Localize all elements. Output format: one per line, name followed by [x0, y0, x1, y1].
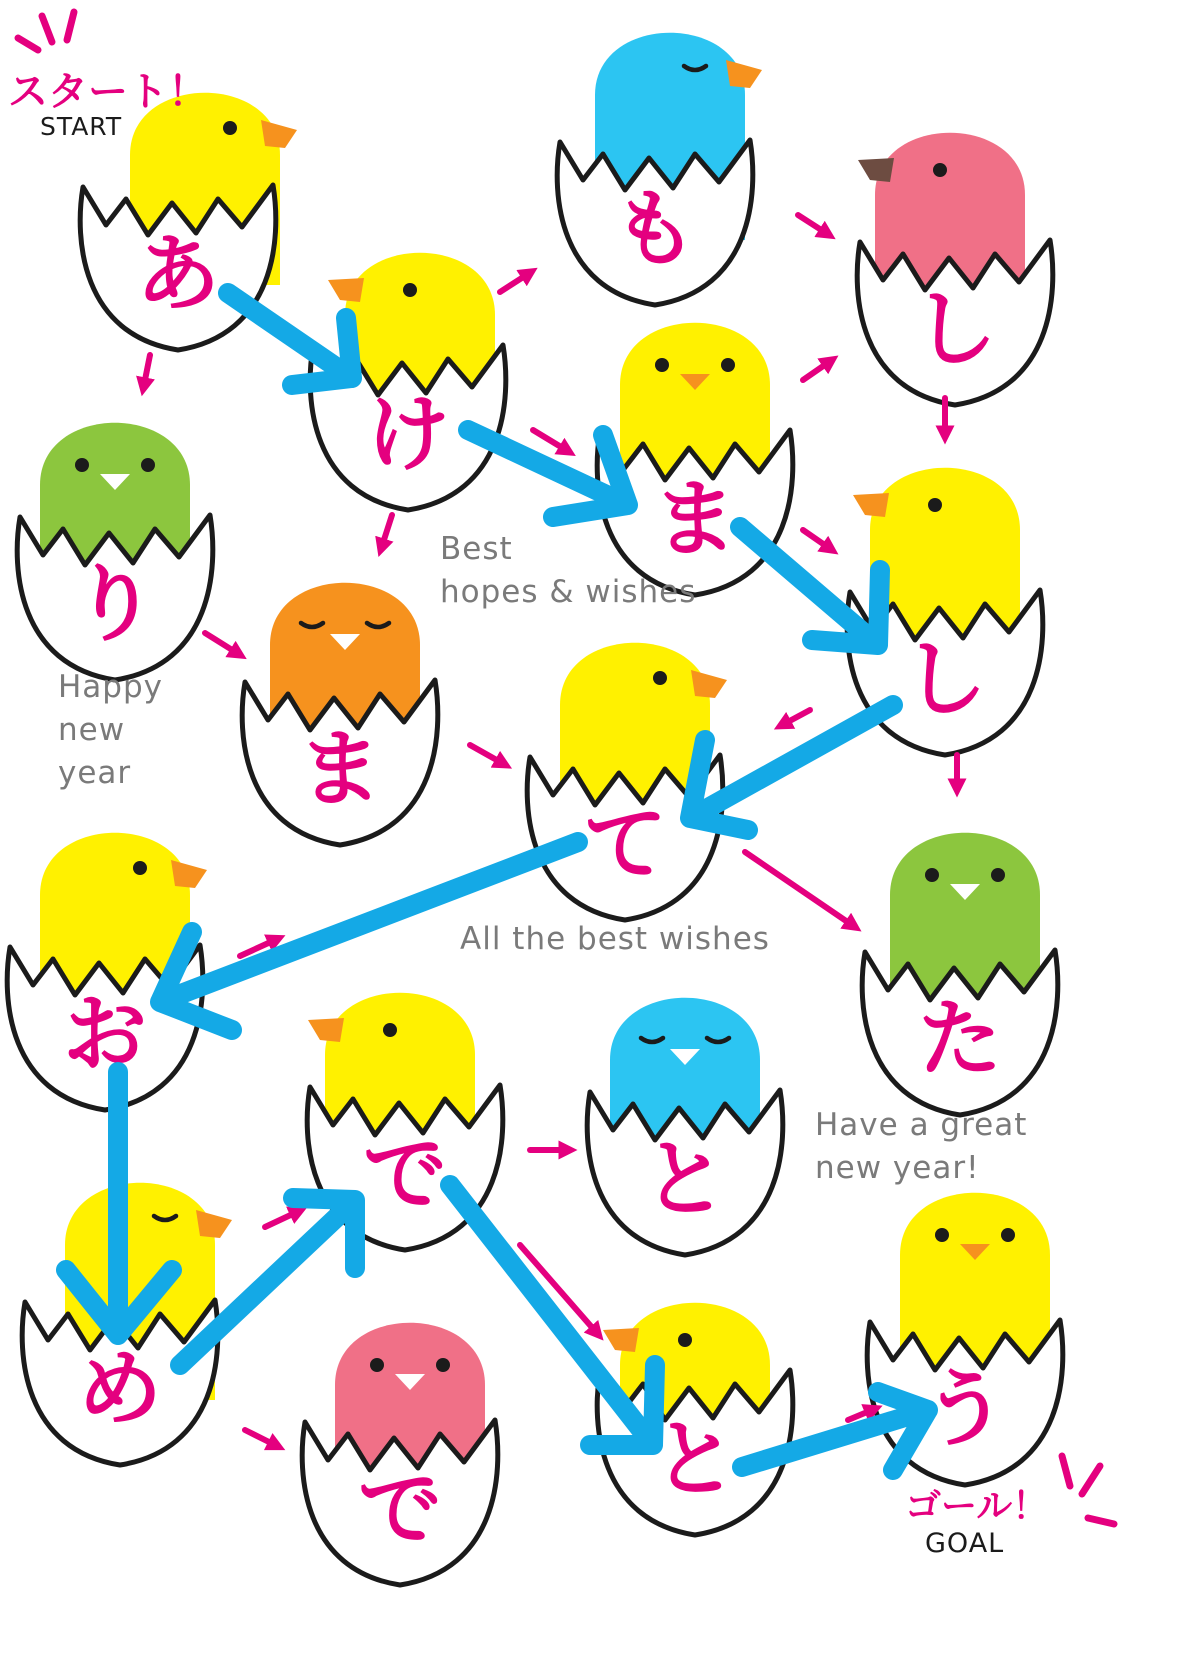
eye-icon: [935, 1228, 949, 1242]
eye-icon: [133, 861, 147, 875]
message-line: Best: [440, 531, 513, 567]
start-burst-icon: [18, 12, 74, 50]
egg-letter: で: [357, 1460, 443, 1558]
message-line: Have a great: [815, 1107, 1028, 1143]
hint-arrow: [144, 355, 150, 385]
egg-letter: り: [72, 555, 158, 653]
hint-arrow: [245, 1430, 275, 1445]
goal-label-en: GOAL: [925, 1528, 1005, 1559]
message-great-new-year: [815, 1104, 1027, 1190]
egg-letter: た: [917, 990, 1003, 1088]
beak-icon: [308, 1018, 344, 1042]
egg-letter: け: [365, 385, 451, 483]
message-line: hopes & wishes: [440, 574, 697, 610]
eye-icon: [928, 498, 942, 512]
egg-letter: あ: [135, 225, 221, 323]
eye-icon: [991, 868, 1005, 882]
solution-arrow-1: [228, 293, 352, 385]
eye-icon: [436, 1358, 450, 1372]
eye-icon: [655, 358, 669, 372]
egg-letter: う: [922, 1360, 1008, 1458]
eye-icon: [933, 163, 947, 177]
egg-letter: も: [612, 180, 698, 278]
chick-egg-3: [557, 33, 762, 305]
chick-egg-7: [242, 583, 438, 845]
chick-egg-4: [857, 133, 1053, 405]
eye-icon: [653, 671, 667, 685]
message-line: year: [58, 755, 132, 791]
hint-arrow: [533, 430, 566, 450]
hint-arrow: [803, 530, 829, 548]
chick-egg-10: [862, 833, 1058, 1115]
eye-icon: [925, 868, 939, 882]
beak-icon: [603, 1328, 639, 1352]
chick-egg-15: [302, 1323, 498, 1585]
egg-letter: て: [582, 795, 668, 893]
egg-letter: ま: [652, 470, 738, 568]
chick-eggs: [7, 33, 1063, 1585]
chick-egg-13: [587, 998, 783, 1255]
message-best-hopes: [440, 528, 696, 614]
beak-icon: [261, 120, 297, 148]
egg-letter: し: [902, 630, 988, 728]
hint-arrow: [745, 852, 852, 925]
eye-icon: [75, 458, 89, 472]
eye-icon: [223, 121, 237, 135]
eye-icon: [678, 1333, 692, 1347]
hint-arrow: [470, 745, 502, 763]
eye-icon: [403, 283, 417, 297]
message-happy-new-year: [58, 666, 163, 795]
message-line: new year!: [815, 1150, 980, 1186]
hint-arrow: [784, 710, 810, 724]
start-label-en: START: [40, 112, 123, 141]
hint-arrow: [382, 515, 392, 546]
goal-label: ゴール！: [905, 1486, 1049, 1527]
egg-letter: で: [362, 1125, 448, 1223]
chick-egg-6: [17, 423, 213, 680]
start-label: スタート！: [8, 69, 208, 115]
beak-icon: [196, 1210, 232, 1238]
goal-burst-icon: [1062, 1456, 1114, 1524]
egg-letter: お: [62, 985, 148, 1083]
egg-letter: め: [77, 1340, 163, 1438]
eye-icon: [370, 1358, 384, 1372]
hint-arrow: [803, 362, 829, 380]
beak-icon: [858, 158, 894, 182]
message-line: Happy: [58, 669, 164, 705]
message-all-the-best: All the best wishes: [460, 921, 770, 957]
eye-icon: [721, 358, 735, 372]
egg-letter: し: [912, 280, 998, 378]
eye-icon: [141, 458, 155, 472]
message-line: new: [58, 712, 126, 748]
beak-icon: [691, 670, 727, 698]
beak-icon: [171, 860, 207, 888]
hint-arrow: [500, 274, 528, 292]
chick-egg-17: [867, 1193, 1063, 1485]
eye-icon: [383, 1023, 397, 1037]
beak-icon: [853, 493, 889, 517]
solution-arrow-3: [740, 527, 880, 645]
hint-arrow: [265, 1212, 297, 1227]
beak-icon: [726, 60, 762, 88]
egg-letter: ま: [297, 720, 383, 818]
hint-arrow: [798, 215, 826, 233]
egg-letter: と: [642, 1130, 728, 1228]
egg-letter: と: [652, 1410, 738, 1508]
eye-icon: [1001, 1228, 1015, 1242]
beak-icon: [328, 278, 364, 302]
hint-arrow: [205, 633, 237, 653]
